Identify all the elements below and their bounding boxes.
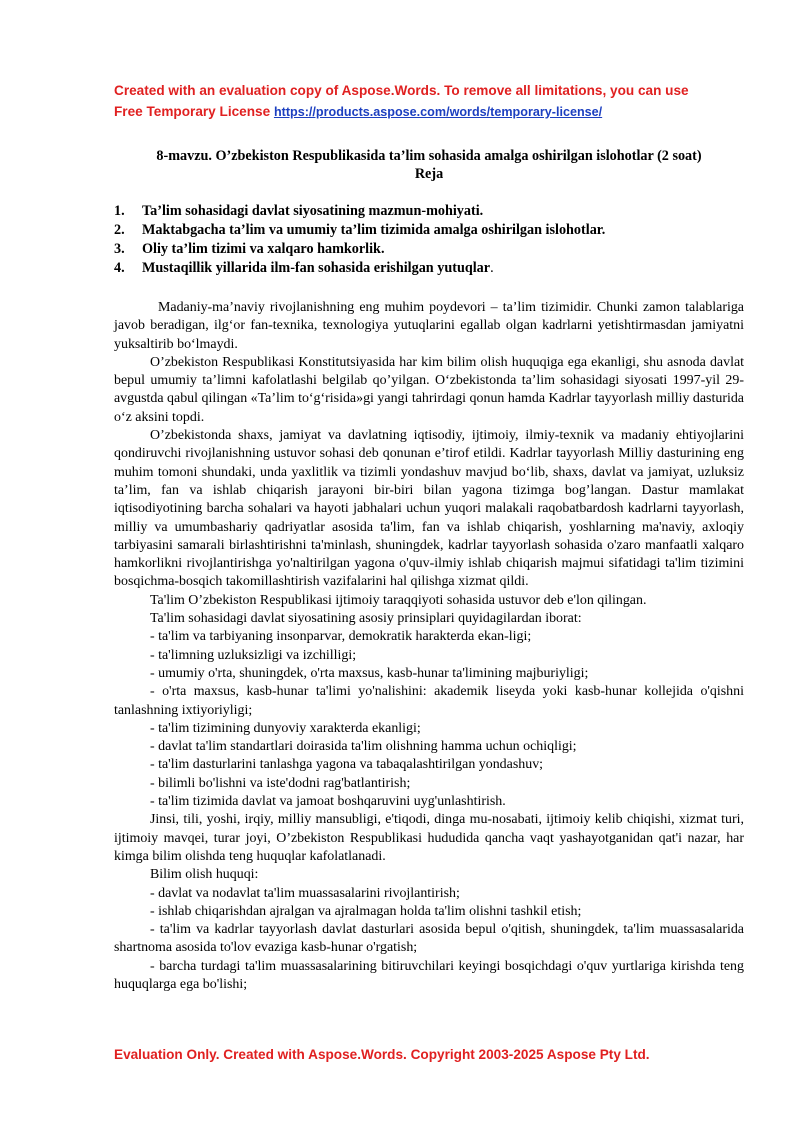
- plan-item: [114, 240, 744, 259]
- body-paragraph: Ta'lim sohasidagi davlat siyosatining asosiy prinsiplari quyidagilardan iborat:: [150, 611, 582, 627]
- plan-list: [114, 202, 744, 278]
- plan-item-text: Maktabgacha ta’lim va umumiy ta’lim tizimida amalga oshirilgan islohotlar.: [142, 222, 606, 238]
- plan-item-number: 3.: [114, 241, 125, 257]
- license-link[interactable]: https://products.aspose.com/words/temporary-license/: [273, 105, 603, 119]
- list-item: - o'rta maxsus, kasb-hunar ta'limi yo'nalishini: akademik liseyda yoki kasb-hunar kollejida o'qishni tanlashning ixtiyoriyligi;: [114, 684, 744, 718]
- document-page: [114, 80, 744, 994]
- banner-line-1: Created with an evaluation copy of Aspose.Words. To remove all limitations, you can use: [114, 83, 689, 98]
- body-text: [114, 299, 744, 994]
- list-item: - barcha turdagi ta'lim muassasalarining bitiruvchilari keyingi bosqichdagi o'quv yurtlariga kirishda teng huquqlarga ega bo'lishi;: [114, 958, 744, 992]
- banner-license-text: Free Temporary License: [114, 104, 271, 119]
- list-item: - umumiy o'rta, shuningdek, o'rta maxsus, kasb-hunar ta'limining majburiyligi;: [150, 665, 589, 681]
- document-title: [114, 147, 744, 183]
- plan-item-text: Mustaqillik yillarida ilm-fan sohasida erishilgan yutuqlar: [142, 260, 491, 276]
- plan-item-number: 2.: [114, 222, 125, 238]
- plan-item-number: 4.: [114, 260, 125, 276]
- plan-item-text: Ta’lim sohasidagi davlat siyosatining mazmun-mohiyati.: [142, 203, 484, 219]
- body-paragraph: Ta'lim O’zbekiston Respublikasi ijtimoiy taraqqiyoti sohasida ustuvor deb e'lon qilingan.: [150, 592, 647, 608]
- list-item: - ishlab chiqarishdan ajralgan va ajralmagan holda ta'lim olishni tashkil etish;: [150, 903, 582, 919]
- plan-item: [114, 221, 744, 240]
- plan-item: [114, 259, 744, 278]
- list-item: - davlat va nodavlat ta'lim muassasalarini rivojlantirish;: [150, 885, 460, 901]
- topic-heading: 8-mavzu. O’zbekiston Respublikasida ta’lim sohasida amalga oshirilgan islohotlar (2 soat): [156, 148, 702, 164]
- evaluation-banner: [114, 80, 744, 123]
- list-item: - ta'lim va tarbiyaning insonparvar, demokratik harakterda ekan-ligi;: [150, 629, 532, 645]
- plan-item-period: .: [490, 260, 494, 276]
- list-item: - ta'lim dasturlarini tanlashga yagona va tabaqalashtirilgan yondashuv;: [150, 757, 544, 773]
- plan-item: [114, 202, 744, 221]
- list-item: - bilimli bo'lishni va iste'dodni rag'batlantirish;: [150, 775, 411, 791]
- banner-line-2: [114, 101, 744, 123]
- plan-item-number: 1.: [114, 203, 125, 219]
- plan-item-text: Oliy ta’lim tizimi va xalqaro hamkorlik.: [142, 241, 385, 257]
- body-paragraph: O’zbekistonda shaxs, jamiyat va davlatning iqtisodiy, ijtimoiy, ilmiy-texnik va madaniy ehtiyojlarini qondiruvchi rivojlanishning ustuvor sohasi deb qonunan e’tirof etildi. Kadrlar tayyorlash Milliy dasturining eng muhim tomoni shundaki, unda yaxlitlik va tizimli yondashuv mavjud bo‘lib, shaxs, davlat va jamiyat, uzluksiz ta’lim, fan va ishlab chiqarish jarayoni bir-biri bilan yagona tizimga bog’langan. Dastur mamlakat iqtisodiyotining barcha sohalari va hayoti jabhalari uchun yuqori malakali raqobatbardosh kadrlarni tayyorlash, milliy va umumbashariy qadriyatlar asosida ta'lim, fan va ishlab chiqarish, yoshlarning ma'naviy, axloqiy tarbiyasini samarali birlashtirishni ta'minlash, shuningdek, kadrlar tayyorlash sohasida o'zaro manfaatli xalqaro hamkorlikni rivojlantirishga yo'naltirilgan yagona o'quv-ilmiy ishlab chiqarish majmui sifatidagi ta'lim tizimini bosqichma-bosqich takomillashtirish vazifalarini hal qilishga xizmat qildi.: [114, 428, 744, 590]
- list-item: - ta'limning uzluksizligi va izchilligi;: [150, 647, 357, 663]
- list-item: - ta'lim va kadrlar tayyorlash davlat dasturlari asosida bepul o'qitish, shuningdek, ta'lim muassasalarida shartnoma asosida to'lov evaziga kasb-hunar o'rgatish;: [114, 922, 744, 956]
- body-paragraph: O’zbekiston Respublikasi Konstitutsiyasida har kim bilim olish huquqiga ega ekanligi, shu asnoda davlat bepul umumiy ta’limni kafolatlashi belgilab qo’yilgan. O‘zbekistonda ta’lim sohasidagi siyosati 1997-yil 29-avgustda qabul qilingan «Ta’lim to‘g‘risida»gi yangi tahrirdagi qonun hamda Kadrlar tayyorlash milliy dasturida o‘z aksini topdi.: [114, 354, 744, 425]
- list-item: - ta'lim tizimida davlat va jamoat boshqaruvini uyg'unlashtirish.: [150, 794, 506, 810]
- plan-heading: Reja: [414, 166, 444, 182]
- body-paragraph: Madaniy-ma’naviy rivojlanishning eng muhim poydevori – ta’lim tizimidir. Chunki zamon talablariga javob beradigan, ilg‘or fan-texnika, texnologiya yutuqlarini egallab olgan kadrlarni yetishtirmasdan jamiyatni yuksaltirib bo‘lmaydi.: [114, 300, 744, 352]
- list-item: - davlat ta'lim standartlari doirasida ta'lim olishning hamma uchun ochiqligi;: [150, 739, 577, 755]
- body-paragraph: Jinsi, tili, yoshi, irqiy, milliy mansubligi, e'tiqodi, dinga mu-nosabati, ijtimoiy kelib chiqishi, xizmat turi, ijtimoiy mavqei, turar joyi, O’zbekiston Respublikasi hududida qancha vaqt yashayotganidan qat'i nazar, har kimga bilim olishda teng huquqlar kafolatlanadi.: [114, 812, 744, 864]
- evaluation-footer: Evaluation Only. Created with Aspose.Words. Copyright 2003-2025 Aspose Pty Ltd.: [114, 1047, 650, 1062]
- body-paragraph: Bilim olish huquqi:: [150, 867, 259, 883]
- list-item: - ta'lim tizimining dunyoviy xarakterda ekanligi;: [150, 720, 421, 736]
